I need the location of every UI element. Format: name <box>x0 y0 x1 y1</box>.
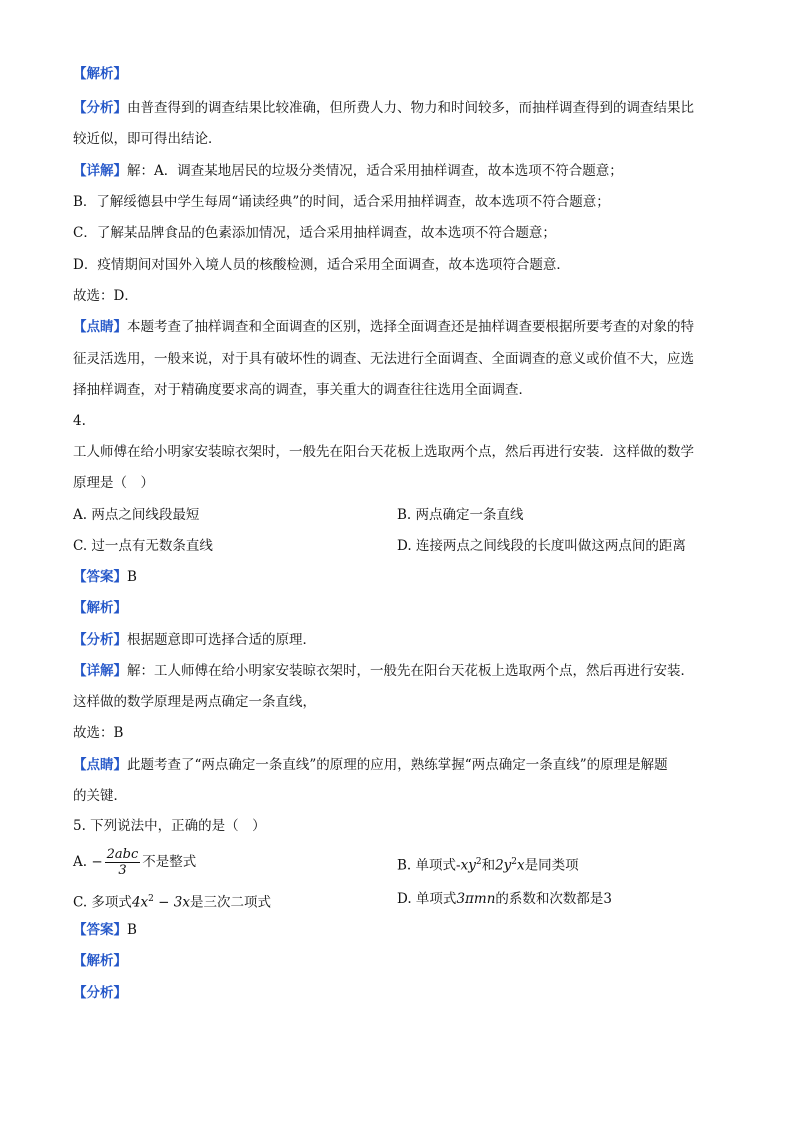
question-5-option-d: D. 单项式3πmn的系数和次数都是3 <box>397 891 612 907</box>
answer-tag: 【答案】 <box>73 569 127 585</box>
question-4-dianjing-1: 【点睛】此题考查了“两点确定一条直线”的原理的应用，熟练掌握“两点确定一条直线”的原理是解题 <box>73 757 668 773</box>
question-5-jiexi: 【解析】 <box>73 953 127 969</box>
fenxi-line-1: 【分析】由普查得到的调查结果比较准确，但所费人力、物力和时间较多，而抽样调查得到的调查结果比 <box>73 100 694 116</box>
question-4-answer: 【答案】B <box>73 569 137 585</box>
fenxi-tag: 【分析】 <box>73 100 127 116</box>
xiangjie-tag: 【详解】 <box>73 663 127 679</box>
question-4-fenxi: 【分析】根据题意即可选择合适的原理． <box>73 632 316 648</box>
xiangjie-line-c: C．了解某品牌食品的色素添加情况，适合采用抽样调查，故本选项不符合题意； <box>73 225 556 241</box>
xiangjie-tag: 【详解】 <box>73 163 127 179</box>
dianjing-tag: 【点睛】 <box>73 757 127 773</box>
xiangjie-line-b: B．了解绥德县中学生每周“诵读经典”的时间，适合采用抽样调查，故本选项不符合题意； <box>73 194 610 210</box>
question-5-option-b: B. 单项式$-xy^2$和$2y^2x$是同类项 <box>397 857 579 874</box>
xiangjie-line-d: D．疫情期间对国外入境人员的核酸检测，适合采用全面调查，故本选项符合题意． <box>73 257 570 273</box>
question-4-xiangjie-2: 这样做的数学原理是两点确定一条直线， <box>73 694 316 710</box>
question-4-option-a: A. 两点之间线段最短 <box>73 507 200 523</box>
dianjing-line-2: 征灵活选用，一般来说，对于具有破坏性的调查、无法进行全面调查、全面调查的意义或价值不大，应选 <box>73 351 694 367</box>
xiangjie-line-1: 【详解】解：A．调查某地居民的垃圾分类情况，适合采用抽样调查，故本选项不符合题意； <box>73 163 623 179</box>
question-4-option-d: D. 连接两点之间线段的长度叫做这两点间的距离 <box>397 538 686 554</box>
dianjing-tag: 【点睛】 <box>73 319 127 335</box>
dianjing-line-3: 择抽样调查，对于精确度要求高的调查，事关重大的调查往往选用全面调查． <box>73 382 532 398</box>
question-4-jiexi: 【解析】 <box>73 600 127 616</box>
fraction-2abc-over-3: $\frac{\text{2abc}}{3}$ <box>106 847 139 878</box>
answer-tag: 【答案】 <box>73 922 127 938</box>
question-5-stem: 5. 下列说法中，正确的是（ ） <box>73 818 266 834</box>
question-4-option-b: B. 两点确定一条直线 <box>397 507 524 523</box>
jiexi-heading: 【解析】 <box>73 66 127 82</box>
question-5-option-a: A. − $\frac{\text{2abc}}{3}$ 不是整式 <box>73 847 197 878</box>
dianjing-line-1: 【点睛】本题考查了抽样调查和全面调查的区别，选择全面调查还是抽样调查要根据所要考查的对象的特 <box>73 319 694 335</box>
question-4-guxuan: 故选：B <box>73 725 124 741</box>
fenxi-line-2: 较近似，即可得出结论． <box>73 131 222 147</box>
guxuan-line: 故选：D． <box>73 288 138 304</box>
question-5-answer: 【答案】B <box>73 922 137 938</box>
question-4-stem-1: 工人师傅在给小明家安装晾衣架时，一般先在阳台天花板上选取两个点，然后再进行安装．这样做的数学 <box>73 444 694 460</box>
question-4-xiangjie-1: 【详解】解：工人师傅在给小明家安装晾衣架时，一般先在阳台天花板上选取两个点，然后再进行安装． <box>73 663 694 679</box>
question-5-option-c: C. 多项式$4x^2 - 3x$是三次二项式 <box>73 894 271 911</box>
question-5-fenxi: 【分析】 <box>73 985 127 1001</box>
question-4-option-c: C. 过一点有无数条直线 <box>73 538 213 554</box>
question-4-stem-2: 原理是（ ） <box>73 475 154 491</box>
fenxi-tag: 【分析】 <box>73 632 127 648</box>
question-4-dianjing-2: 的关键． <box>73 788 127 804</box>
question-4-number: 4. <box>73 413 86 429</box>
